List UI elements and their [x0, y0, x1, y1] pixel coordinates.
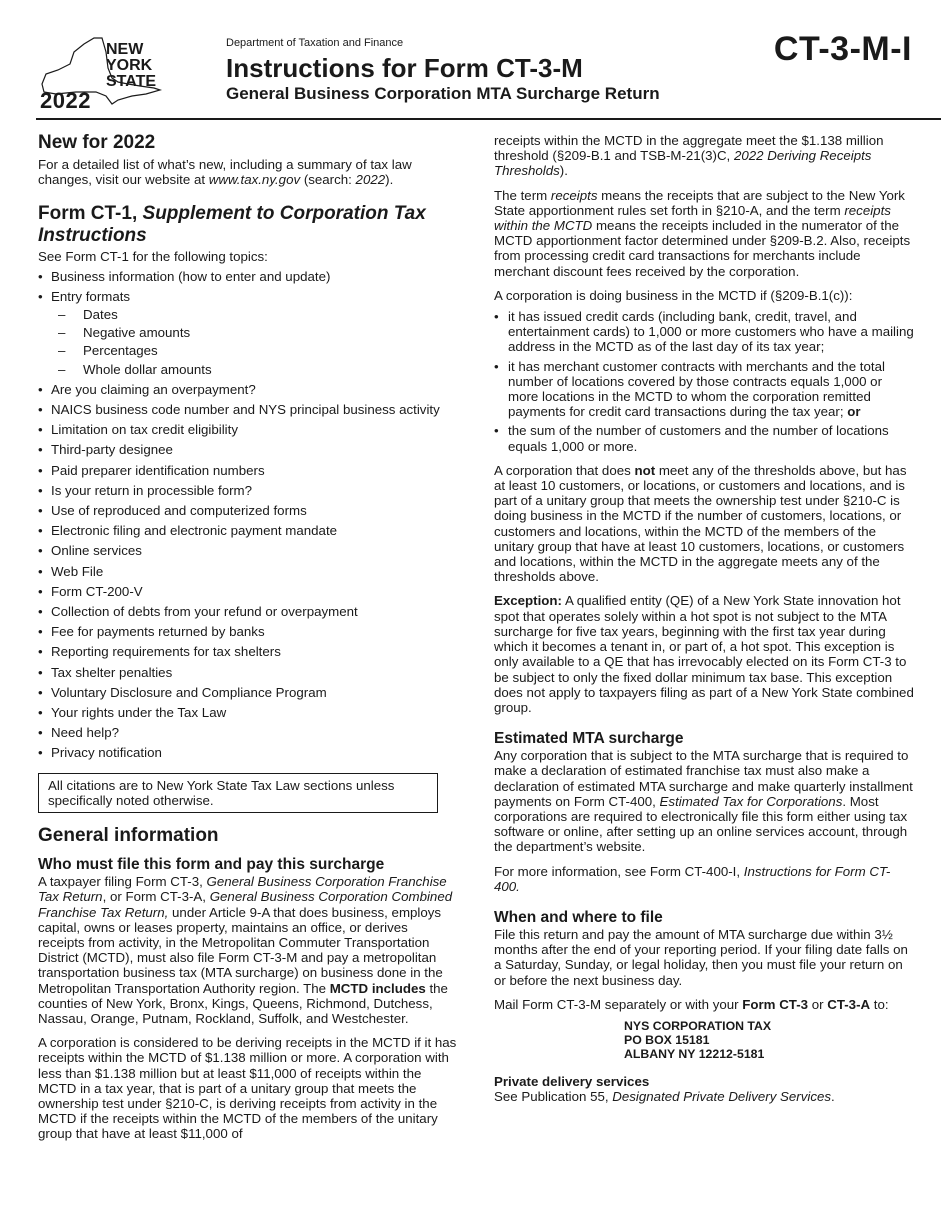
list-item: • it has merchant customer contracts with merchants and the total number of locations covered by those contracts equals 1,000 or more locations in the MCTD to whom the corporation remitted payments for credit card transactions during the tax year; or	[494, 359, 914, 420]
private-delivery-text: See Publication 55, Designated Private Delivery Services.	[494, 1088, 835, 1104]
when-where-heading: When and where to file	[494, 908, 663, 926]
new-for-2022-text: For a detailed list of what’s new, including a summary of tax law changes, visit our website at www.tax.ny.gov (search: 2022).	[38, 157, 412, 188]
list-item: • Need help?	[38, 725, 458, 740]
left-column	[38, 132, 458, 1142]
list-item: – Percentages	[51, 343, 458, 358]
form-ct1-intro: See Form CT-1 for the following topics:	[38, 249, 268, 265]
list-item: • NAICS business code number and NYS principal business activity	[38, 402, 458, 417]
who-must-file-heading: Who must file this form and pay this surcharge	[38, 856, 385, 874]
mail-instructions: Mail Form CT-3-M separately or with your Form CT-3 or CT-3-A to:	[494, 996, 889, 1012]
address-line: ALBANY NY 12212-5181	[624, 1047, 765, 1062]
list-item: • Voluntary Disclosure and Compliance Program	[38, 685, 458, 700]
exception-text: Exception: A qualified entity (QE) of a New York State innovation hot spot that operates solely within a hot spot is not subject to the MTA surcharge for five tax years, beginning with the first tax year during which it becomes a tenant in, or part of, a hot spot. This exception is only available to a QE that has irrevocably elected on its Form CT-3 to be subject to only the fixed dollar minimum tax base. This exception does not apply to taxpayers filing as part of a New York State combined group.	[494, 593, 914, 715]
entry-format-sublist	[51, 307, 458, 377]
address-line: PO BOX 15181	[624, 1033, 710, 1048]
doing-business-intro: A corporation is doing business in the MCTD if (§209-B.1(c)):	[494, 287, 853, 303]
unitary-group-text: A corporation that does not meet any of the thresholds above, but has at least 10 customers, or locations, or customers and locations, and is part of a unitary group that meets the ownership test under §210-C is doing business in the MCTD if the number of customers, locations, or customers and locations, within the MCTD of the members of the unitary group that have at least 10 customers, locations, or customers and locations, within the MCTD in the aggregate meets any of the thresholds above.	[494, 462, 907, 585]
list-item: • Collection of debts from your refund or overpayment	[38, 604, 458, 619]
list-item: • Use of reproduced and computerized forms	[38, 503, 458, 518]
list-item: • Limitation on tax credit eligibility	[38, 422, 458, 437]
citation-note: All citations are to New York State Tax Law sections unless specifically noted otherwise.	[38, 773, 438, 813]
list-item: • Your rights under the Tax Law	[38, 705, 458, 720]
header-divider	[36, 118, 941, 120]
right-column	[494, 133, 914, 1104]
address-line: NYS CORPORATION TAX	[624, 1018, 772, 1033]
form-id: CT-3-M-I	[773, 30, 912, 68]
list-item: – Whole dollar amounts	[51, 362, 458, 377]
deriving-receipts-text: A corporation is considered to be deriving receipts in the MCTD if it has receipts within the MCTD of $1.138 million or more. A corporation with less than $1.138 million but at least $11,000 of receipts within the MCTD in a tax year, that is part of a unitary group that meets the ownership test under §210-C, is deriving receipts from activity in the MCTD if the receipts within the MCTD of the members of the unitary group that have at least $11,000 of	[38, 1035, 457, 1142]
list-item: • Entry formats – Dates – Negative amounts – Percentages – Whole dollar amounts	[38, 289, 458, 377]
list-item: – Negative amounts	[51, 325, 458, 340]
list-item: • Business information (how to enter and update)	[38, 269, 458, 284]
list-item: • the sum of the number of customers and the number of locations equals 1,000 or more.	[494, 423, 914, 453]
list-item: • Tax shelter penalties	[38, 665, 458, 680]
doing-business-list	[494, 309, 914, 454]
list-item: • Privacy notification	[38, 745, 458, 760]
when-where-text: File this return and pay the amount of MTA surcharge due within 3½ months after the end of your reporting period. If your filing date falls on a Saturday, Sunday, or legal holiday, then you must file your return on or before the next business day.	[494, 926, 908, 988]
list-item: • Reporting requirements for tax shelters	[38, 644, 458, 659]
new-for-2022-heading: New for 2022	[38, 132, 156, 153]
logo-state-text: NEW YORK STATE	[106, 41, 157, 90]
list-item: • Electronic filing and electronic payment mandate	[38, 523, 458, 538]
department-name: Department of Taxation and Finance	[226, 37, 404, 49]
list-item: – Dates	[51, 307, 458, 322]
general-info-heading: General information	[38, 825, 219, 847]
ct1-topic-list	[38, 269, 458, 761]
page-title: Instructions for Form CT-3-M	[226, 53, 583, 83]
page-subtitle: General Business Corporation MTA Surcharge Return	[226, 84, 660, 103]
list-item: • Web File	[38, 564, 458, 579]
estimated-surcharge-heading: Estimated MTA surcharge	[494, 730, 684, 748]
who-must-file-text: A taxpayer filing Form CT-3, General Business Corporation Franchise Tax Return, or Form CT-3-A, General Business Corporation Combined Franchise Tax Return, under Article 9-A that does business, employs capital, owns or leases property, maintains an office, or derives receipts from activity, in the Metropolitan Commuter Transportation District (MCTD), must also file Form CT-3-M and pay a metropolitan transportation business tax (MTA surcharge) on business done in the Metropolitan Transportation Authority region. The MCTD includes the counties of New York, Bronx, Kings, Queens, Richmond, Dutchess, Nassau, Orange, Putnam, Rockland, Suffolk, and Westchester.	[38, 874, 453, 1026]
list-item: • Is your return in processible form?	[38, 483, 458, 498]
page-header	[0, 0, 950, 122]
mailing-address	[624, 1019, 914, 1062]
receipts-term-text: The term receipts means the receipts that are subject to the New York State apportionment rules set forth in §210-A, and the term receipts within the MCTD means the receipts included in the numerator of the MCTD apportionment factor determined under §209-B.2. Also, receipts from processing credit card transactions for merchants include merchant discount fees received by the corporation.	[494, 187, 911, 279]
more-info-text: For more information, see Form CT-400-I, Instructions for Form CT-400.	[494, 863, 891, 894]
list-item: • Third-party designee	[38, 442, 458, 457]
list-item: • Are you claiming an overpayment?	[38, 382, 458, 397]
nys-logo	[36, 34, 166, 114]
list-item: • it has issued credit cards (including bank, credit, travel, and entertainment cards) to 1,000 or more customers who have a mailing address in the MCTD as of the last day of its tax year;	[494, 309, 914, 355]
estimated-surcharge-text: Any corporation that is subject to the MTA surcharge that is required to make a declaration of estimated franchise tax must also make a declaration of estimated MTA surcharge and make quarterly installment payments on Form CT-400, Estimated Tax for Corporations. Most corporations are required to electronically file this form either using tax software or online, after setting up an online services account, through the department’s website.	[494, 748, 913, 855]
list-item: • Paid preparer identification numbers	[38, 463, 458, 478]
private-delivery-heading: Private delivery services	[494, 1073, 650, 1089]
list-item: • Form CT-200-V	[38, 584, 458, 599]
list-item: • Fee for payments returned by banks	[38, 624, 458, 639]
form-ct1-heading: Form CT-1, Supplement to Corporation Tax Instructions	[38, 203, 426, 247]
logo-year: 2022	[40, 88, 91, 113]
list-item: • Online services	[38, 543, 458, 558]
deriving-receipts-continued: receipts within the MCTD in the aggregate meet the $1.138 million threshold (§209-B.1 and TSB-M-21(3)C, 2022 Deriving Receipts Thresholds).	[494, 133, 884, 179]
website-link[interactable]: www.tax.ny.gov	[208, 172, 301, 188]
